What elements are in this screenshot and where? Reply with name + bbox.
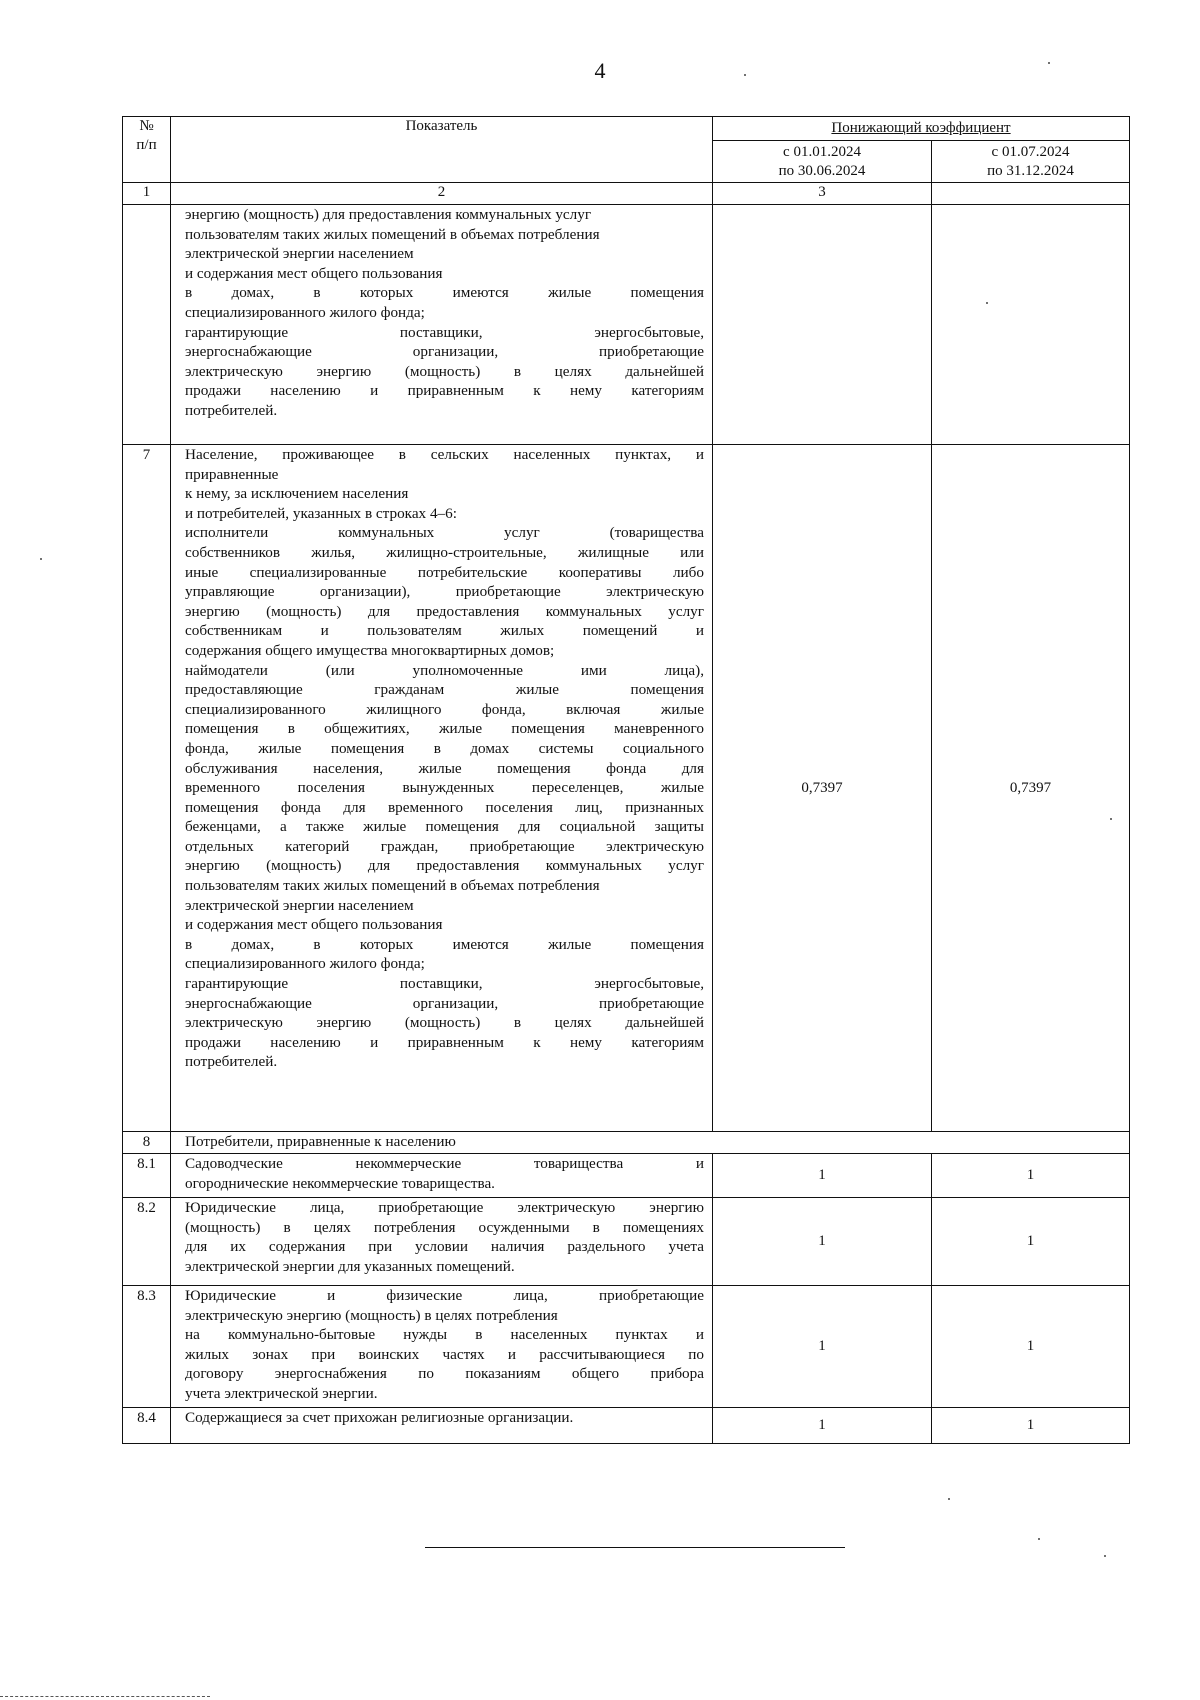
corner-rule	[0, 1696, 210, 1697]
indicator-line: Юридические лица, приобретающие электрическую энергию	[185, 1199, 704, 1216]
row-number: 8.2	[123, 1198, 171, 1286]
indicator-line: помещения в общежитиях, жилые помещения маневренного	[185, 720, 704, 738]
scan-speck	[986, 302, 988, 304]
indicator-line: договору энергоснабжения по показаниям общего прибора	[185, 1365, 704, 1383]
indicator-line: гарантирующие поставщики, энергосбытовые,	[185, 975, 704, 993]
row-indicator	[171, 1198, 713, 1286]
indicator-line: в домах, в которых имеются жилые помещения	[185, 284, 704, 302]
col-number-2: 2	[171, 183, 713, 205]
coefficient-value-period-2: 1	[932, 1286, 1130, 1408]
indicator-line: Содержащиеся за счет прихожан религиозные организации.	[185, 1409, 574, 1426]
indicator-line: в домах, в которых имеются жилые помещения	[185, 935, 704, 953]
table-row	[123, 205, 1130, 445]
header-num	[123, 117, 171, 183]
indicator-line: энергию (мощность) для предоставления коммунальных услуг	[185, 857, 704, 875]
page-number: 4	[594, 58, 606, 83]
coefficient-value-period-2: 1	[932, 1154, 1130, 1198]
indicator-line: временного поселения вынужденных переселенцев, жилые	[185, 779, 704, 797]
indicator-line: электрической энергии населением	[185, 245, 414, 263]
indicator-line: обслуживания населения, жилые помещения фонда для	[185, 759, 704, 777]
indicator-line: Потребители, приравненные к населению	[185, 1133, 456, 1150]
coefficient-value-period-1: 1	[713, 1286, 932, 1408]
scan-speck	[1038, 1538, 1040, 1540]
indicator-line: энергоснабжающие организации, приобретающие	[185, 994, 704, 1012]
scan-speck	[1110, 818, 1112, 820]
indicator-line: специализированного жилого фонда;	[185, 955, 425, 973]
row-number: 8.3	[123, 1286, 171, 1408]
indicator-line: на коммунально-бытовые нужды в населенных пунктах и	[185, 1326, 704, 1344]
scan-speck	[948, 1498, 950, 1500]
indicator-line: и потребителей, указанных в строках 4–6:	[185, 504, 457, 522]
scan-speck	[1104, 1555, 1106, 1557]
indicator-line: управляющие организации), приобретающие электрическую	[185, 583, 704, 601]
coefficient-table	[122, 116, 1130, 1444]
indicator-line: электрическую энергию (мощность) в целях дальнейшей	[185, 362, 704, 380]
indicator-line: (мощность) в целях потребления осужденными в помещениях	[185, 1218, 704, 1236]
indicator-line: помещения фонда для временного поселения лиц, признанных	[185, 798, 704, 816]
header-coefficient	[713, 117, 1130, 141]
indicator-line: потребителей.	[185, 1053, 278, 1071]
coefficient-value-period-2: 0,7397	[932, 445, 1130, 1132]
indicator-line: энергию (мощность) для предоставления коммунальных услуг	[185, 206, 592, 223]
indicator-line: наймодатели (или уполномоченные ими лица),	[185, 661, 704, 679]
indicator-line: предоставляющие гражданам жилые помещения	[185, 681, 704, 699]
header-period-2-label: с 01.07.2024 по 31.12.2024	[987, 143, 1074, 179]
row-indicator	[171, 1132, 1130, 1154]
indicator-line: беженцами, а также жилые помещения для социальной защиты	[185, 818, 704, 836]
table-body	[123, 205, 1130, 1444]
row-number: 8.1	[123, 1154, 171, 1198]
indicator-line: электрической энергии населением	[185, 896, 414, 914]
indicator-line: Юридические и физические лица, приобретающие	[185, 1287, 704, 1304]
header-period-1	[713, 141, 932, 183]
scan-speck	[1048, 62, 1050, 64]
indicator-line: исполнители коммунальных услуг (товарищества	[185, 524, 704, 542]
indicator-line: содержания общего имущества многоквартирных домов;	[185, 641, 555, 659]
coefficient-value-period-1: 0,7397	[713, 445, 932, 1132]
indicator-line: Население, проживающее в сельских населенных пунктах, и	[185, 446, 704, 463]
indicator-line: специализированного жилищного фонда, включая жилые	[185, 700, 704, 718]
indicator-line: фонда, жилые помещения в домах системы социального	[185, 739, 704, 757]
table-row	[123, 1198, 1130, 1286]
indicator-line: отдельных категорий граждан, приобретающие электрическую	[185, 837, 704, 855]
indicator-line: энергоснабжающие организации, приобретающие	[185, 343, 704, 361]
row-number: 8	[123, 1132, 171, 1154]
indicator-line: жилых зонах при воинских частях и рассчитывающиеся по	[185, 1345, 704, 1363]
row-indicator	[171, 1408, 713, 1444]
header-indicator-label: Показатель	[405, 118, 478, 134]
indicator-line: пользователям таких жилых помещений в объемах потребления	[185, 877, 600, 895]
scan-speck	[40, 558, 42, 560]
table-row	[123, 1286, 1130, 1408]
coefficient-value-period-1: 1	[713, 1198, 932, 1286]
row-number: 8.4	[123, 1408, 171, 1444]
row-indicator	[171, 1154, 713, 1198]
indicator-line: собственников жилья, жилищно-строительные, жилищные или	[185, 543, 704, 561]
indicator-line: учета электрической энергии.	[185, 1384, 378, 1402]
indicator-line: электрическую энергию (мощность) в целях дальнейшей	[185, 1014, 704, 1032]
header-period-1-label: с 01.01.2024 по 30.06.2024	[778, 143, 866, 179]
table-row	[123, 1408, 1130, 1444]
indicator-line: для их содержания при условии наличия раздельного учета	[185, 1238, 704, 1256]
col-number-4	[932, 183, 1130, 205]
indicator-line: и содержания мест общего пользования	[185, 264, 443, 282]
row-number	[123, 205, 171, 445]
row-indicator	[171, 1286, 713, 1408]
indicator-line: энергию (мощность) для предоставления коммунальных услуг	[185, 602, 704, 620]
table-row	[123, 1154, 1130, 1198]
header-period-2	[932, 141, 1130, 183]
row-indicator	[171, 205, 713, 445]
coefficient-value-period-2: 1	[932, 1408, 1130, 1444]
header-indicator	[171, 117, 713, 183]
indicator-line: продажи населению и приравненным к нему категориям	[185, 382, 704, 400]
indicator-line: огороднические некоммерческие товарищества.	[185, 1174, 495, 1192]
coefficient-value-period-1: 1	[713, 1154, 932, 1198]
coefficient-value-period-1	[713, 205, 932, 445]
indicator-line: продажи населению и приравненным к нему категориям	[185, 1033, 704, 1051]
bottom-rule	[425, 1547, 845, 1548]
indicator-line: и содержания мест общего пользования	[185, 916, 443, 934]
indicator-line: приравненные	[185, 465, 279, 483]
row-indicator	[171, 445, 713, 1132]
header-coefficient-label: Понижающий коэффициент	[831, 120, 1011, 136]
indicator-line: Садоводческие некоммерческие товарищества и	[185, 1155, 704, 1172]
indicator-line: гарантирующие поставщики, энергосбытовые,	[185, 323, 704, 341]
indicator-line: специализированного жилого фонда;	[185, 303, 425, 321]
indicator-line: электрическую энергию (мощность) в целях потребления	[185, 1306, 558, 1324]
coefficient-value-period-2	[932, 205, 1130, 445]
coefficient-value-period-1: 1	[713, 1408, 932, 1444]
col-number-1: 1	[123, 183, 171, 205]
indicator-line: к нему, за исключением населения	[185, 485, 409, 503]
indicator-line: собственникам и пользователям жилых помещений и	[185, 622, 704, 640]
col-number-3: 3	[713, 183, 932, 205]
indicator-line: электрической энергии для указанных помещений.	[185, 1257, 515, 1275]
indicator-line: потребителей.	[185, 401, 278, 419]
indicator-line: пользователям таких жилых помещений в объемах потребления	[185, 225, 600, 243]
header-num-label: № п/п	[136, 118, 157, 153]
indicator-line: иные специализированные потребительские кооперативы либо	[185, 563, 704, 581]
coefficient-value-period-2: 1	[932, 1198, 1130, 1286]
table-row	[123, 445, 1130, 1132]
row-number: 7	[123, 445, 171, 1132]
table-row	[123, 1132, 1130, 1154]
scan-speck	[744, 74, 746, 76]
